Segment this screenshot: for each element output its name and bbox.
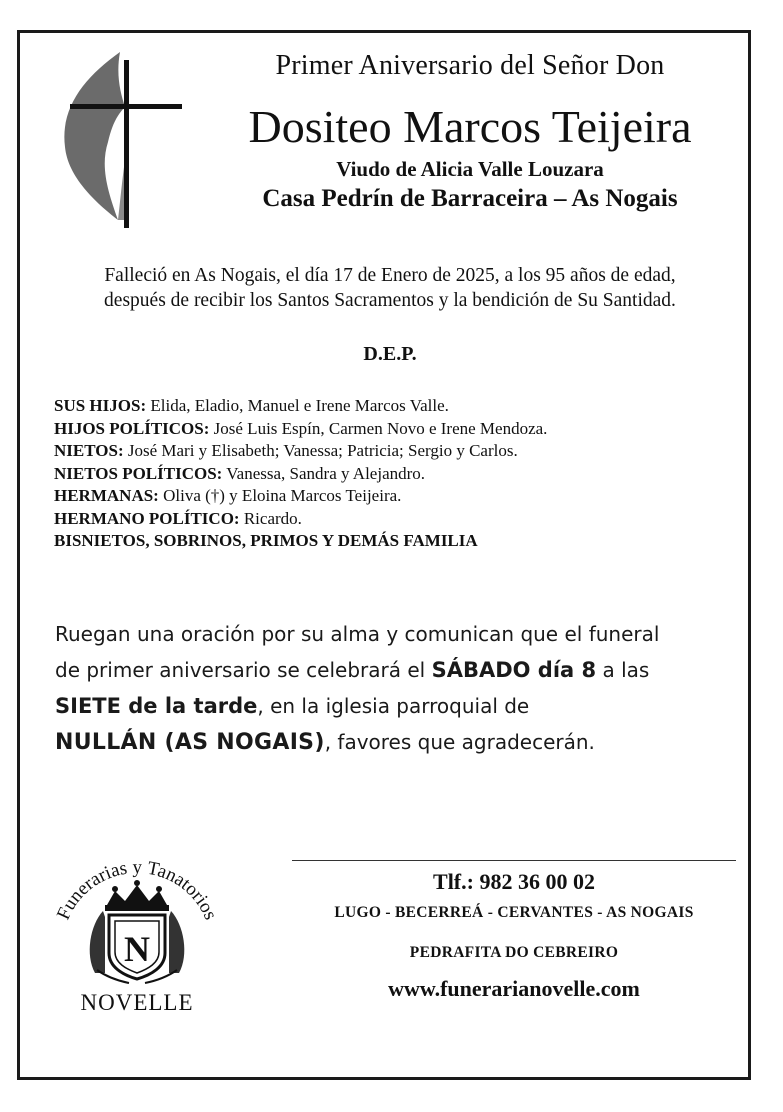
announcement-line-1: Ruegan una oración por su alma y comunican que el funeral xyxy=(55,622,660,646)
family-label: HERMANO POLÍTICO: xyxy=(54,508,240,528)
family-label: HIJOS POLÍTICOS: xyxy=(54,418,210,438)
locations-line-2: PEDRAFITA DO CEBREIRO xyxy=(409,944,619,961)
logo-arc-text: Funerarias y Tanatorios xyxy=(53,856,222,923)
cross-flame-icon xyxy=(50,52,185,232)
family-label: SUS HIJOS: xyxy=(54,396,147,415)
family-list xyxy=(54,395,734,553)
funeral-day: SÁBADO día 8 xyxy=(431,658,597,682)
family-names: José Luis Espín, Carmen Novo e Irene Mendoza. xyxy=(209,418,548,438)
family-label: NIETOS: xyxy=(54,441,124,460)
family-row xyxy=(54,508,734,531)
funeral-announcement xyxy=(55,616,745,761)
family-row xyxy=(54,530,734,553)
family-label: BISNIETOS, SOBRINOS, PRIMOS Y DEMÁS FAMILIA xyxy=(54,531,478,550)
obituary-line-1: Falleció en As Nogais, el día 17 de Enero de 2025, a los 95 años de edad, xyxy=(104,265,676,286)
family-names: Oliva (†) y Eloina Marcos Teijeira. xyxy=(158,486,402,505)
obituary-text xyxy=(40,263,740,313)
anniversary-heading: Primer Aniversario del Señor Don xyxy=(275,50,665,81)
announcement-text: de primer aniversario se celebrará el xyxy=(55,658,432,682)
funeral-time: SIETE de la tarde xyxy=(55,694,258,718)
family-names: José Mari y Elisabeth; Vanessa; Patricia; Sergio y Carlos. xyxy=(123,441,518,460)
family-row xyxy=(54,440,734,463)
family-names: Vanessa, Sandra y Alejandro. xyxy=(222,463,426,483)
phone-number: Tlf.: 982 36 00 02 xyxy=(433,869,595,894)
family-row xyxy=(54,395,734,418)
dep-heading: D.E.P. xyxy=(363,343,417,365)
family-label: HERMANAS: xyxy=(54,486,159,505)
announcement-line-2 xyxy=(55,652,745,688)
family-row xyxy=(54,463,734,486)
family-row xyxy=(54,485,734,508)
announcement-text: , en la iglesia parroquial de xyxy=(257,694,530,718)
family-label: NIETOS POLÍTICOS: xyxy=(54,463,223,483)
funeral-home-name: NOVELLE xyxy=(80,990,194,1015)
announcement-text: a las xyxy=(596,658,650,682)
funeral-home-logo xyxy=(45,855,230,1020)
funeral-place: NULLÁN (AS NOGAIS) xyxy=(55,730,325,755)
website-link: www.funerarianovelle.com xyxy=(388,976,640,1001)
family-row xyxy=(54,418,734,441)
announcement-line-4 xyxy=(55,724,745,761)
contact-divider xyxy=(292,860,736,861)
announcement-text: , favores que agradecerán. xyxy=(324,730,595,754)
announcement-line-3 xyxy=(55,688,745,724)
obituary-line-2: después de recibir los Santos Sacramentos y la bendición de Su Santidad. xyxy=(104,290,676,311)
family-names: Ricardo. xyxy=(239,508,302,528)
shield-letter: N xyxy=(124,929,150,969)
family-names: Elida, Eladio, Manuel e Irene Marcos Valle. xyxy=(146,396,449,415)
house-line: Casa Pedrín de Barraceira – As Nogais xyxy=(262,185,678,212)
widow-line: Viudo de Alicia Valle Louzara xyxy=(336,157,604,181)
locations-line-1: LUGO - BECERREÁ - CERVANTES - AS NOGAIS xyxy=(334,904,694,921)
deceased-name: Dositeo Marcos Teijeira xyxy=(248,101,692,152)
